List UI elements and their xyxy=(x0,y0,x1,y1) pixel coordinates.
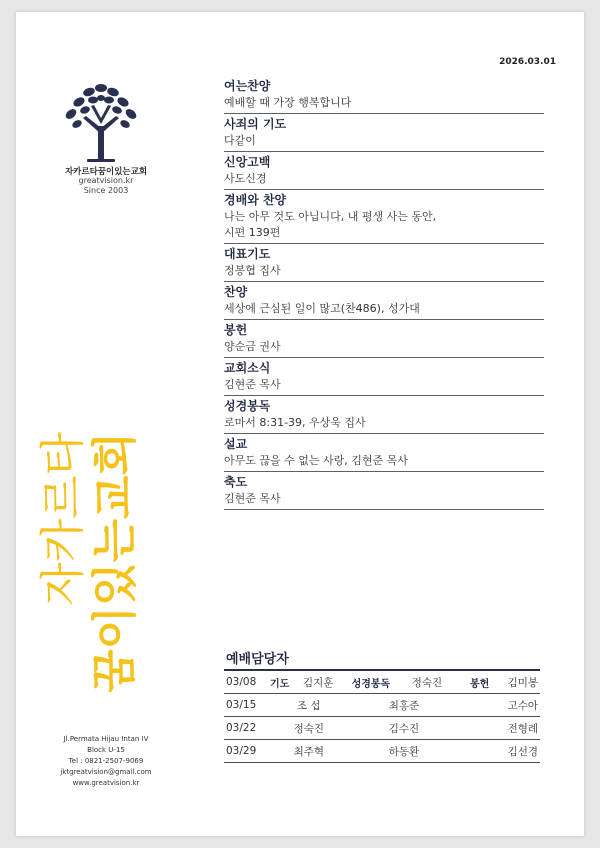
table-row xyxy=(224,670,540,694)
vertical-title-line2: 꿈이있는교회 xyxy=(88,432,141,693)
role-label-offering: 봉헌 xyxy=(458,670,491,694)
duty-offering: 김선경 xyxy=(458,740,540,763)
program-item-title: 경배와 찬양 xyxy=(224,193,287,207)
program-item-detail: 사도신경 xyxy=(224,172,267,185)
program-item xyxy=(224,114,544,152)
duty-prayer: 정숙진 xyxy=(268,717,350,740)
program-item xyxy=(224,190,544,244)
worship-program xyxy=(224,76,544,510)
program-item-title: 대표기도 xyxy=(224,247,271,261)
program-item-title: 신앙고백 xyxy=(224,155,271,169)
program-item-detail: 아무도 끊을 수 없는 사랑, 김현준 목사 xyxy=(224,454,408,467)
address-line1: Jl.Permata Hijau Intan IV xyxy=(63,735,149,743)
table-row xyxy=(224,740,540,763)
church-address xyxy=(16,734,196,789)
duty-offering: 김미봉 xyxy=(491,670,540,694)
program-item xyxy=(224,320,544,358)
duty-prayer: 최주혁 xyxy=(268,740,350,763)
program-item-title: 여는찬양 xyxy=(224,79,271,93)
tree-logo-icon xyxy=(61,78,141,164)
table-row xyxy=(224,717,540,740)
program-item-title: 교회소식 xyxy=(224,361,271,375)
program-item-title: 찬양 xyxy=(224,285,248,299)
program-item-detail: 다같이 xyxy=(224,134,256,147)
address-tel: Tel : 0821-2507-9069 xyxy=(68,757,144,765)
program-item-detail: 양순금 권사 xyxy=(224,340,281,353)
left-panel xyxy=(16,12,206,836)
program-item-detail: 정봉협 집사 xyxy=(224,264,281,277)
address-email: jktgreatvision@gmail.com xyxy=(60,768,152,776)
program-item-detail-2: 시편 139편 xyxy=(224,226,281,239)
program-item xyxy=(224,76,544,114)
program-item-detail: 로마서 8:31-39, 우상욱 집사 xyxy=(224,416,366,429)
church-since: Since 2003 xyxy=(83,186,129,195)
church-name: 자카르타꿈이있는교회 xyxy=(64,167,148,177)
program-item xyxy=(224,358,544,396)
program-item-title: 성경봉독 xyxy=(224,399,271,413)
staff-section-title: 예배담당자 xyxy=(226,652,289,667)
program-item xyxy=(224,434,544,472)
program-item xyxy=(224,472,544,510)
duty-offering: 전형례 xyxy=(458,717,540,740)
duty-reading: 하동환 xyxy=(350,740,459,763)
duty-date: 03/29 xyxy=(224,740,268,763)
program-item xyxy=(224,282,544,320)
program-item-title: 사죄의 기도 xyxy=(224,117,287,131)
vertical-title-line1: 자카르타 xyxy=(36,432,89,606)
program-item-title: 축도 xyxy=(224,475,248,489)
table-row xyxy=(224,694,540,717)
program-item xyxy=(224,244,544,282)
duty-prayer: 김지훈 xyxy=(301,670,350,694)
program-item-title: 설교 xyxy=(224,437,248,451)
bulletin-date: 2026.03.01 xyxy=(499,57,556,67)
duty-reading: 최홍준 xyxy=(350,694,459,717)
program-item xyxy=(224,396,544,434)
duty-prayer: 조 섭 xyxy=(268,694,350,717)
role-label-prayer: 기도 xyxy=(268,670,301,694)
program-item xyxy=(224,152,544,190)
duty-reading: 정숙진 xyxy=(410,670,459,694)
duty-date: 03/08 xyxy=(224,670,268,694)
duty-date: 03/22 xyxy=(224,717,268,740)
program-item-detail: 예배할 때 가장 행복합니다 xyxy=(224,96,352,109)
program-item-title: 봉헌 xyxy=(224,323,248,337)
staff-table xyxy=(224,669,540,763)
program-item-detail: 나는 아무 것도 아닙니다, 내 평생 사는 동안, xyxy=(224,210,437,223)
vertical-church-title xyxy=(36,432,196,732)
church-website: greatvision.kr xyxy=(78,176,134,185)
duty-reading: 김수진 xyxy=(350,717,459,740)
program-item-detail: 세상에 근심된 일이 많고(찬486), 성가대 xyxy=(224,302,420,315)
program-item-detail: 김현준 목사 xyxy=(224,378,281,391)
address-web: www.greatvision.kr xyxy=(72,779,140,787)
role-label-reading: 성경봉독 xyxy=(350,670,410,694)
address-line2: Block U-15 xyxy=(87,746,125,754)
program-item-detail: 김현준 목사 xyxy=(224,492,281,505)
duty-date: 03/15 xyxy=(224,694,268,717)
bulletin-page xyxy=(16,12,584,836)
duty-offering: 고수아 xyxy=(458,694,540,717)
